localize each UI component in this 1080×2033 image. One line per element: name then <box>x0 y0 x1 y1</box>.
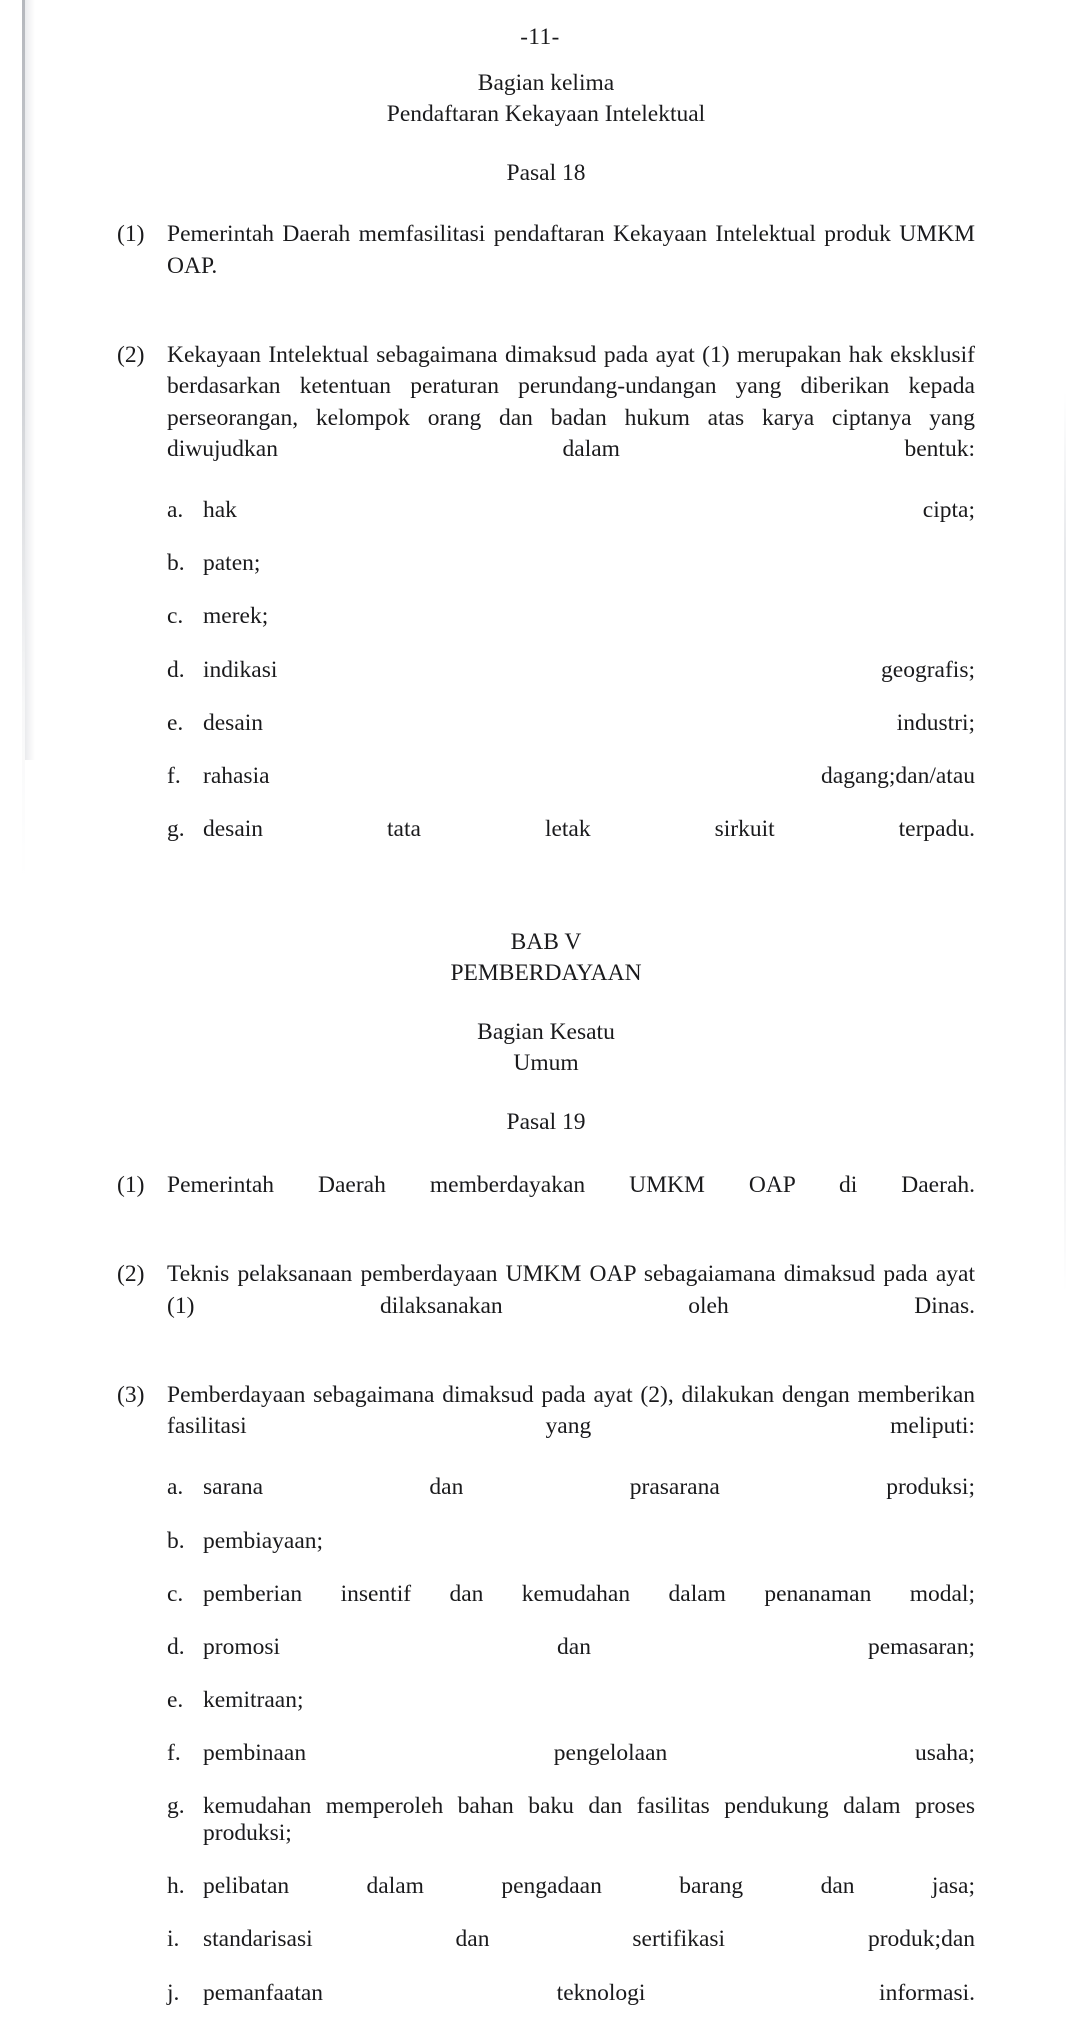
list-item-letter: i. <box>167 1926 180 1953</box>
list-item-letter: b. <box>167 550 185 577</box>
list-item <box>167 657 975 710</box>
list-item <box>167 1528 975 1581</box>
page-content <box>117 0 975 2033</box>
bab-v-heading <box>117 927 975 989</box>
bagian-kesatu-heading <box>117 1017 975 1079</box>
list-item <box>167 550 975 603</box>
bagian-kelima-label: Bagian kelima <box>477 70 615 96</box>
list-item <box>167 1687 975 1740</box>
list-item-label: pelibatan dalam pengadaan barang dan jasa; <box>203 1873 975 1900</box>
list-item-letter: f. <box>167 762 181 789</box>
clause-19-1 <box>117 1170 975 1233</box>
list-item-label: paten; <box>203 550 261 577</box>
clause-18-1 <box>117 219 975 314</box>
list-item-label: desain tata letak sirkuit terpadu. <box>203 816 975 843</box>
list-item-label: pembiayaan; <box>203 1527 324 1554</box>
list-item <box>167 603 975 656</box>
clause-marker: (2) <box>117 1261 145 1288</box>
list-item-label: rahasia dagang;dan/atau <box>203 762 975 789</box>
clause-text: Kekayaan Intelektual sebagaimana dimaksud pada ayat (1) merupakan hak eksklusif berdasarkan ketentuan peraturan perundang-undangan yang diberikan kepada perseorangan, kelompok orang dan badan hukum atas karya ciptanya yang diwujudkan dalam bentuk: <box>167 341 975 462</box>
list-item-letter: j. <box>167 1979 180 2006</box>
clause-text: Pemerintah Daerah memberdayakan UMKM OAP di Daerah. <box>167 1172 975 1199</box>
clause-text: Teknis pelaksanaan pemberdayaan UMKM OAP sebagaiamana dimaksud pada ayat (1) dilaksanakan oleh Dinas. <box>167 1261 975 1319</box>
list-item-label: indikasi geografis; <box>203 656 975 683</box>
list-item <box>167 763 975 816</box>
clause-marker: (3) <box>117 1381 145 1408</box>
clause-text: Pemerintah Daerah memfasilitasi pendaftaran Kekayaan Intelektual produk UMKM OAP. <box>167 221 975 279</box>
list-item-letter: e. <box>167 1687 184 1714</box>
clause-text: Pemberdayaan sebagaimana dimaksud pada ayat (2), dilakukan dengan memberikan fasilitasi yang meliputi: <box>167 1381 975 1440</box>
clause-19-2 <box>117 1259 975 1354</box>
list-item-letter: d. <box>167 656 185 683</box>
list-item-letter: e. <box>167 709 184 736</box>
page-number: -11- <box>520 24 560 49</box>
bagian-kelima-heading <box>117 68 975 130</box>
list-item <box>167 1793 975 1873</box>
list-item <box>167 1873 975 1926</box>
list-item-label: standarisasi dan sertifikasi produk;dan <box>203 1926 975 1953</box>
list-item-letter: f. <box>167 1740 181 1767</box>
list-item-letter: g. <box>167 816 185 843</box>
clause-18-2 <box>117 340 975 870</box>
pasal-19-heading: Pasal 19 <box>506 1109 586 1136</box>
list-item-letter: c. <box>167 603 184 630</box>
list-item-label: hak cipta; <box>203 497 975 523</box>
bagian-kesatu-label: Bagian Kesatu <box>477 1019 615 1046</box>
list-item-label: kemitraan; <box>203 1687 304 1714</box>
list-item-label: kemudahan memperoleh bahan baku dan fasilitas pendukung dalam proses produksi; <box>203 1793 975 1847</box>
list-item-letter: a. <box>167 497 184 523</box>
list-item <box>167 710 975 763</box>
list-item <box>167 816 975 869</box>
bagian-kelima-title: Pendaftaran Kekayaan Intelektual <box>386 101 706 127</box>
clause-19-3-sublist <box>167 1474 975 2032</box>
clause-marker: (1) <box>117 1172 145 1199</box>
list-item <box>167 497 975 550</box>
list-item-letter: b. <box>167 1527 185 1554</box>
list-item <box>167 1634 975 1687</box>
list-item-label: pembinaan pengelolaan usaha; <box>203 1740 975 1767</box>
bab-title: PEMBERDAYAAN <box>450 960 642 987</box>
list-item-letter: c. <box>167 1580 184 1607</box>
bab-number: BAB V <box>510 929 582 956</box>
list-item-label: pemberian insentif dan kemudahan dalam penanaman modal; <box>203 1580 975 1607</box>
list-item-letter: h. <box>167 1873 185 1900</box>
list-item-letter: a. <box>167 1474 184 1501</box>
list-item <box>167 1926 975 1979</box>
list-item <box>167 1980 975 2033</box>
clause-19-3 <box>117 1380 975 2033</box>
bagian-kesatu-title: Umum <box>513 1050 579 1077</box>
list-item-letter: g. <box>167 1793 185 1820</box>
list-item-label: desain industri; <box>203 709 975 736</box>
list-item-label: pemanfaatan teknologi informasi. <box>203 1979 975 2006</box>
list-item-label: sarana dan prasarana produksi; <box>203 1474 975 1501</box>
list-item-letter: d. <box>167 1633 185 1660</box>
pasal-18-heading: Pasal 18 <box>506 160 586 186</box>
list-item <box>167 1740 975 1793</box>
clause-marker: (1) <box>117 221 145 247</box>
list-item-label: merek; <box>203 603 269 630</box>
list-item <box>167 1474 975 1527</box>
clause-marker: (2) <box>117 341 145 368</box>
list-item <box>167 1581 975 1634</box>
list-item-label: promosi dan pemasaran; <box>203 1633 975 1660</box>
clause-18-2-sublist <box>167 497 975 869</box>
